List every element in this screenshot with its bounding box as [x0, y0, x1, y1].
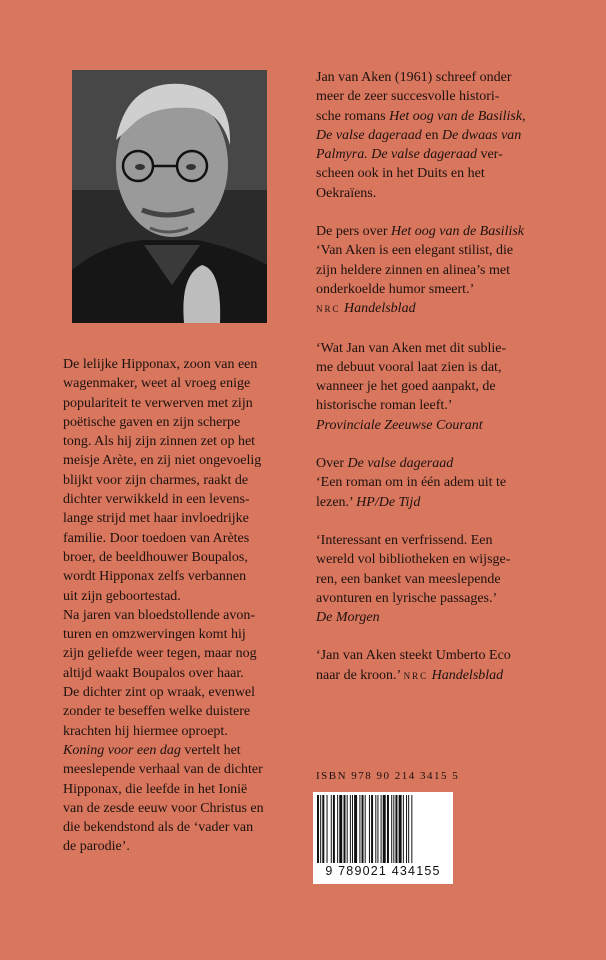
author-photo: [72, 70, 267, 323]
book-title: Het oog van de Basilisk: [389, 108, 523, 124]
barcode-bar: [320, 795, 321, 863]
barcode: [313, 792, 453, 884]
blurb-line: de parodie’.: [63, 839, 130, 855]
barcode-bar: [381, 795, 382, 863]
barcode-bar: [359, 795, 360, 863]
barcode-bar: [317, 795, 319, 863]
barcode-bar: [391, 795, 392, 863]
blurb-line: krachten hij hiermee oproept.: [63, 723, 228, 739]
barcode-bar: [327, 795, 328, 863]
book-title: De valse dageraad: [347, 456, 454, 472]
quote-line: historische roman leeft.’: [316, 398, 453, 414]
source-abbrev: NRC: [403, 670, 429, 681]
blurb-line: familie. Door toedoen van Arètes: [63, 530, 250, 546]
blurb-line: uit zijn geboortestad.: [63, 588, 181, 604]
press-intro: [316, 222, 578, 241]
blurb-line: broer, de beeldhouwer Boupalos,: [63, 549, 248, 565]
press-quote-5: [316, 646, 578, 686]
blurb-line: zonder te beseffen welke duistere: [63, 704, 251, 720]
barcode-bar: [393, 795, 394, 863]
barcode-bar: [406, 795, 407, 863]
bio-text: ver-: [476, 147, 503, 163]
book-title: Palmyra. De valse dageraad: [316, 147, 477, 163]
quote-source: HP/De Tijd: [356, 494, 421, 510]
quote-line: zijn heldere zinnen en alinea’s met: [316, 262, 510, 278]
barcode-bar: [331, 795, 332, 863]
blurb-line: poëtische gaven en zijn scherpe: [63, 414, 241, 430]
author-bio: [316, 68, 578, 203]
bio-text: en: [421, 127, 442, 143]
barcode-icon: [317, 795, 449, 863]
blurb-line: meisje Arète, en zij niet ongevoelig: [63, 453, 262, 469]
quote-line: wanneer je het goed aanpakt, de: [316, 379, 496, 395]
barcode-bar: [369, 795, 370, 863]
blurb-line: wordt Hipponax zelfs verbannen: [63, 569, 247, 585]
barcode-bar: [383, 795, 386, 863]
blurb-line: van de zesde eeuw voor Christus en: [63, 800, 264, 816]
barcode-bar: [411, 795, 412, 863]
quote-line: [316, 493, 578, 512]
bio-line: Oekraïens.: [316, 185, 377, 201]
quote-text: lezen.’: [316, 494, 357, 510]
blurb-line: populariteit te verwerven met zijn: [63, 395, 253, 411]
blurb-line: blijkt voor zijn charmes, raakt de: [63, 472, 249, 488]
quote-line: ren, een banket van meeslepende: [316, 571, 501, 587]
blurb-line: De dichter zint op wraak, evenwel: [63, 685, 256, 701]
barcode-bar: [333, 795, 335, 863]
blurb-line: tong. Als hij zijn zinnen zet op het: [63, 434, 256, 450]
quote-line: avonturen en lyrische passages.’: [316, 590, 498, 606]
quote-line: me debuut vooral laat zien is dat,: [316, 359, 502, 375]
barcode-bar: [408, 795, 409, 863]
quote-line: wereld vol bibliotheken en wijsge-: [316, 552, 511, 568]
bio-line: [316, 126, 578, 145]
spacer: [316, 203, 578, 222]
spacer: [316, 512, 578, 531]
press-quote-3: [316, 454, 578, 512]
quote-line: ‘Een roman om in één adem uit te: [316, 475, 507, 491]
book-blurb: [63, 355, 303, 857]
blurb-line: De lelijke Hipponax, zoon van een: [63, 357, 258, 372]
blurb-line: turen en omzwervingen komt hij: [63, 627, 246, 643]
book-title: Koning voor een dag: [63, 742, 181, 758]
spacer: [316, 627, 578, 646]
bio-line: [316, 145, 578, 164]
barcode-bar: [337, 795, 338, 863]
barcode-bar: [347, 795, 348, 863]
blurb-line: lange strijd met haar invloedrijke: [63, 511, 249, 527]
blurb-line: [63, 741, 303, 760]
bio-text: sche romans: [316, 108, 390, 124]
barcode-bar: [362, 795, 364, 863]
barcode-bar: [399, 795, 402, 863]
quote-line: [316, 666, 578, 686]
blurb-line: Hipponax, die leefde in het Ionië: [63, 781, 248, 797]
quote-line: ‘Jan van Aken steekt Umberto Eco: [316, 648, 511, 664]
blurb-line: Na jaren van bloedstollende avon-: [63, 607, 256, 623]
barcode-bar: [344, 795, 346, 863]
quote-line: ‘Interessant en verfrissend. Een: [316, 532, 493, 548]
barcode-bar: [339, 795, 342, 863]
barcode-bar: [371, 795, 373, 863]
barcode-bar: [375, 795, 376, 863]
barcode-bar: [365, 795, 366, 863]
blurb-line: altijd waakt Boupalos over haar.: [63, 665, 244, 681]
bio-line: [316, 107, 578, 126]
spacer: [316, 435, 578, 454]
spacer: [316, 320, 578, 339]
bio-text: ,: [522, 108, 526, 124]
quote-source: De Morgen: [316, 610, 380, 626]
blurb-line: dichter verwikkeld in een levens-: [63, 492, 250, 508]
press-quote-2: [316, 339, 578, 435]
blurb-text: vertelt het: [180, 742, 241, 758]
quote-line: ‘Van Aken is een elegant stilist, die: [316, 243, 514, 259]
author-and-press: [316, 68, 578, 686]
bio-line: scheen ook in het Duits en het: [316, 166, 485, 182]
author-portrait-photo: [72, 70, 267, 323]
press-intro: [316, 454, 578, 473]
source-name: Handelsblad: [344, 301, 416, 317]
barcode-bar: [354, 795, 357, 863]
barcode-bar: [350, 795, 351, 863]
barcode-bar: [403, 795, 404, 863]
book-title: Het oog van de Basilisk: [391, 224, 525, 240]
barcode-bar: [377, 795, 378, 863]
bio-line: meer de zeer succesvolle histori-: [316, 89, 500, 105]
bio-line: Jan van Aken (1961) schreef onder: [316, 70, 512, 85]
press-quote-1: [316, 222, 578, 319]
blurb-line: zijn geliefde weer tegen, maar nog: [63, 646, 257, 662]
blurb-line: die bekendstond als de ‘vader van: [63, 820, 254, 836]
barcode-bar: [352, 795, 353, 863]
source-name: Handelsblad: [431, 667, 504, 683]
source-abbrev: NRC: [316, 304, 341, 315]
press-intro-text: De pers over: [316, 224, 392, 240]
barcode-bar: [322, 795, 324, 863]
barcode-bar: [387, 795, 389, 863]
book-title: De valse dageraad: [316, 127, 422, 143]
blurb-line: meeslepende verhaal van de dichter: [63, 762, 263, 778]
press-quote-4: [316, 531, 578, 627]
quote-line: onderkoelde humor smeert.’: [316, 281, 475, 297]
blurb-line: wagenmaker, weet al vroeg enige: [63, 376, 251, 392]
quote-source: [316, 299, 578, 319]
barcode-bar: [395, 795, 397, 863]
barcode-number: 9 789021 434155: [325, 864, 441, 878]
quote-line: ‘Wat Jan van Aken met dit sublie-: [316, 340, 507, 356]
quote-text: naar de kroon.’: [316, 667, 404, 683]
book-title: De dwaas van: [441, 127, 522, 143]
quote-source: Provinciale Zeeuwse Courant: [316, 417, 483, 433]
isbn-number: ISBN 978 90 214 3415 5: [316, 770, 460, 782]
press-intro-text: Over: [316, 456, 348, 472]
